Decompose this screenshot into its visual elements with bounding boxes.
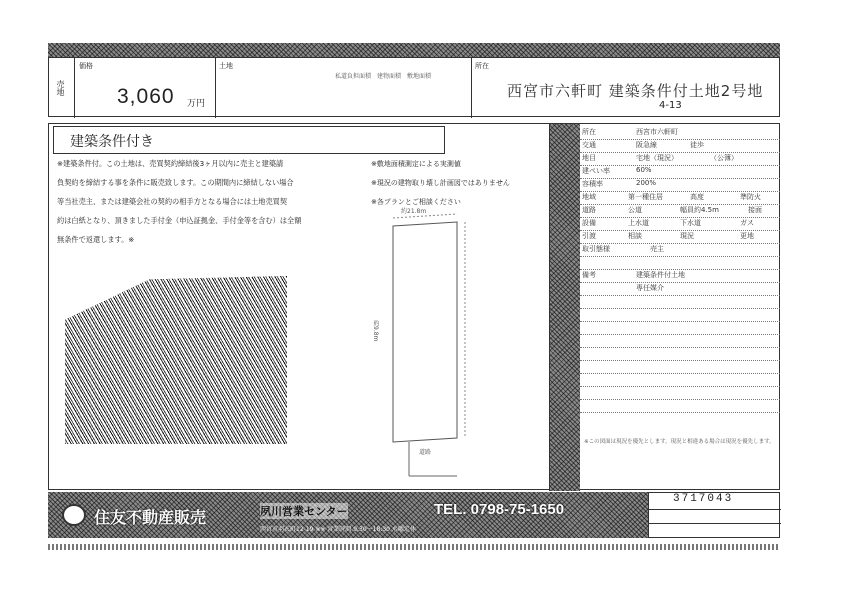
spec-cell: （公簿） [710,154,738,162]
property-photo [65,276,287,444]
spec-row [580,334,780,348]
spec-cell: 地域 [582,193,596,201]
spec-cell: 徒歩 [690,141,704,149]
spec-disclaimer: ※この図面は現況を優先とします。現況と相違ある場合は現況を優先します。 [584,439,775,445]
code-divider [649,509,781,510]
property-subtitle: 4-13 [659,100,682,111]
spec-row [580,373,780,387]
spec-cell: 相談 [628,232,642,240]
main-body [48,123,780,490]
spec-cell: 接面 [748,206,762,214]
spec-row [580,204,780,218]
code-divider [649,523,781,524]
spec-cell: 西宮市六軒町 [636,128,678,136]
spec-cell: 備考 [582,271,596,279]
spec-cell: 上水道 [628,219,649,227]
lot-outline [393,222,457,442]
spec-row [580,360,780,374]
spec-row [580,399,780,413]
spec-row [580,152,780,166]
location-label: 所在 [475,62,489,70]
spec-cell: 幅員約4.5m [680,206,719,214]
spec-row [580,308,780,322]
spec-cell: 売主 [650,245,664,253]
spec-row [580,165,780,179]
price-unit: 万円 [187,99,206,109]
bottom-rule [48,544,780,550]
section-heading: 建築条件付き [70,134,154,150]
spec-row [580,139,780,153]
footer-code-box [648,492,780,538]
spec-cell: 建ぺい率 [582,167,610,175]
note-line: ※現況の建物取り壊し計画図ではありません [371,179,510,187]
branch-name: 夙川営業センター [260,505,348,518]
plan-label-side: 約9.8m [372,320,379,342]
spec-cell: 公道 [628,206,642,214]
spec-row [580,269,780,283]
spec-cell: 60% [636,166,652,174]
spec-cell: 所在 [582,128,596,136]
price-cell [75,58,216,118]
area-sub: 私道負担面積 建物面積 敷地面積 [335,73,432,80]
plan-label-road: 道路 [419,449,432,456]
spec-cell: 更地 [740,232,754,240]
spec-cell: 容積率 [582,180,603,188]
spec-cell: 取引態様 [582,245,610,253]
area-cell [215,58,472,118]
left-section [49,124,549,491]
description-block [57,159,357,254]
description-line: 無条件で返還します。※ [57,235,135,244]
description-line: 負契約を締結する事を条件に販売致します。この期間内に締結しない場合 [57,178,294,187]
spec-row [580,295,780,309]
spec-cell: 第一種住居 [628,193,663,201]
spec-cell: 阪急線 [636,141,657,149]
spec-section [549,124,782,491]
spec-row [580,256,780,270]
spec-cell: ガス [740,219,754,227]
note-line: ※各プランとご相談ください [371,198,461,206]
spec-row [580,230,780,244]
header-row [48,57,780,117]
spec-cell: 宅地（現況） [636,154,678,162]
spec-row [580,243,780,257]
area-label: 土地 [219,62,233,70]
spec-row [580,347,780,361]
spec-row [580,282,780,296]
spec-row [580,126,780,140]
spec-cell: 交通 [582,141,596,149]
listing-code: 3717043 [673,493,734,505]
company-address: 西宮市羽衣町12-19 ※※ 営業時間 9:30〜18:30 水曜定休 [260,526,416,533]
spec-table [580,126,780,426]
price-label: 価格 [79,62,93,70]
description-line: ※建築条件付。この土地は、売買契約締結後3ヶ月以内に売主と建築請 [57,159,284,168]
property-type-label: 売地 [56,80,65,96]
sumitomo-logo-icon [62,504,86,526]
note-line: ※敷地面積測定による実測値 [371,160,461,168]
company-name: 住友不動産販売 [94,508,207,527]
location-cell [471,58,781,118]
property-title: 西宮市六軒町 建築条件付土地2号地 [507,82,764,100]
spec-cell: 建築条件付土地 [636,271,685,279]
spec-cell: 現況 [680,232,694,240]
spec-cell: 地目 [582,154,596,162]
spec-cell: 引渡 [582,232,596,240]
description-line: 等当社売主、または建築会社の契約の相手方となる場合には土地売買契 [57,197,288,206]
spec-row [580,321,780,335]
spec-cell: 道路 [582,206,596,214]
lot-plan-diagram [369,212,489,482]
top-band [48,43,780,57]
plan-label-top: 約21.8m [401,208,427,215]
spec-row [580,191,780,205]
heading-box [53,126,445,154]
phone-number: TEL. 0798-75-1650 [434,501,565,518]
price-value: 3,060 [117,85,175,108]
spec-cell: 200% [636,179,657,187]
spec-row [580,217,780,231]
spec-side-band [550,124,580,491]
spec-row [580,386,780,400]
property-type-cell [49,58,75,118]
spec-cell: 下水道 [680,219,701,227]
description-line: 約は白紙となり、頂きました手付金（申込証拠金、手付金等を含む）は全額 [57,216,302,225]
spec-cell: 高度 [690,193,704,201]
spec-row [580,178,780,192]
notes-block [371,159,541,216]
spec-cell: 設備 [582,219,596,227]
spec-cell: 準防火 [740,193,761,201]
spec-cell: 専任媒介 [636,284,664,292]
footer-band [48,492,648,538]
